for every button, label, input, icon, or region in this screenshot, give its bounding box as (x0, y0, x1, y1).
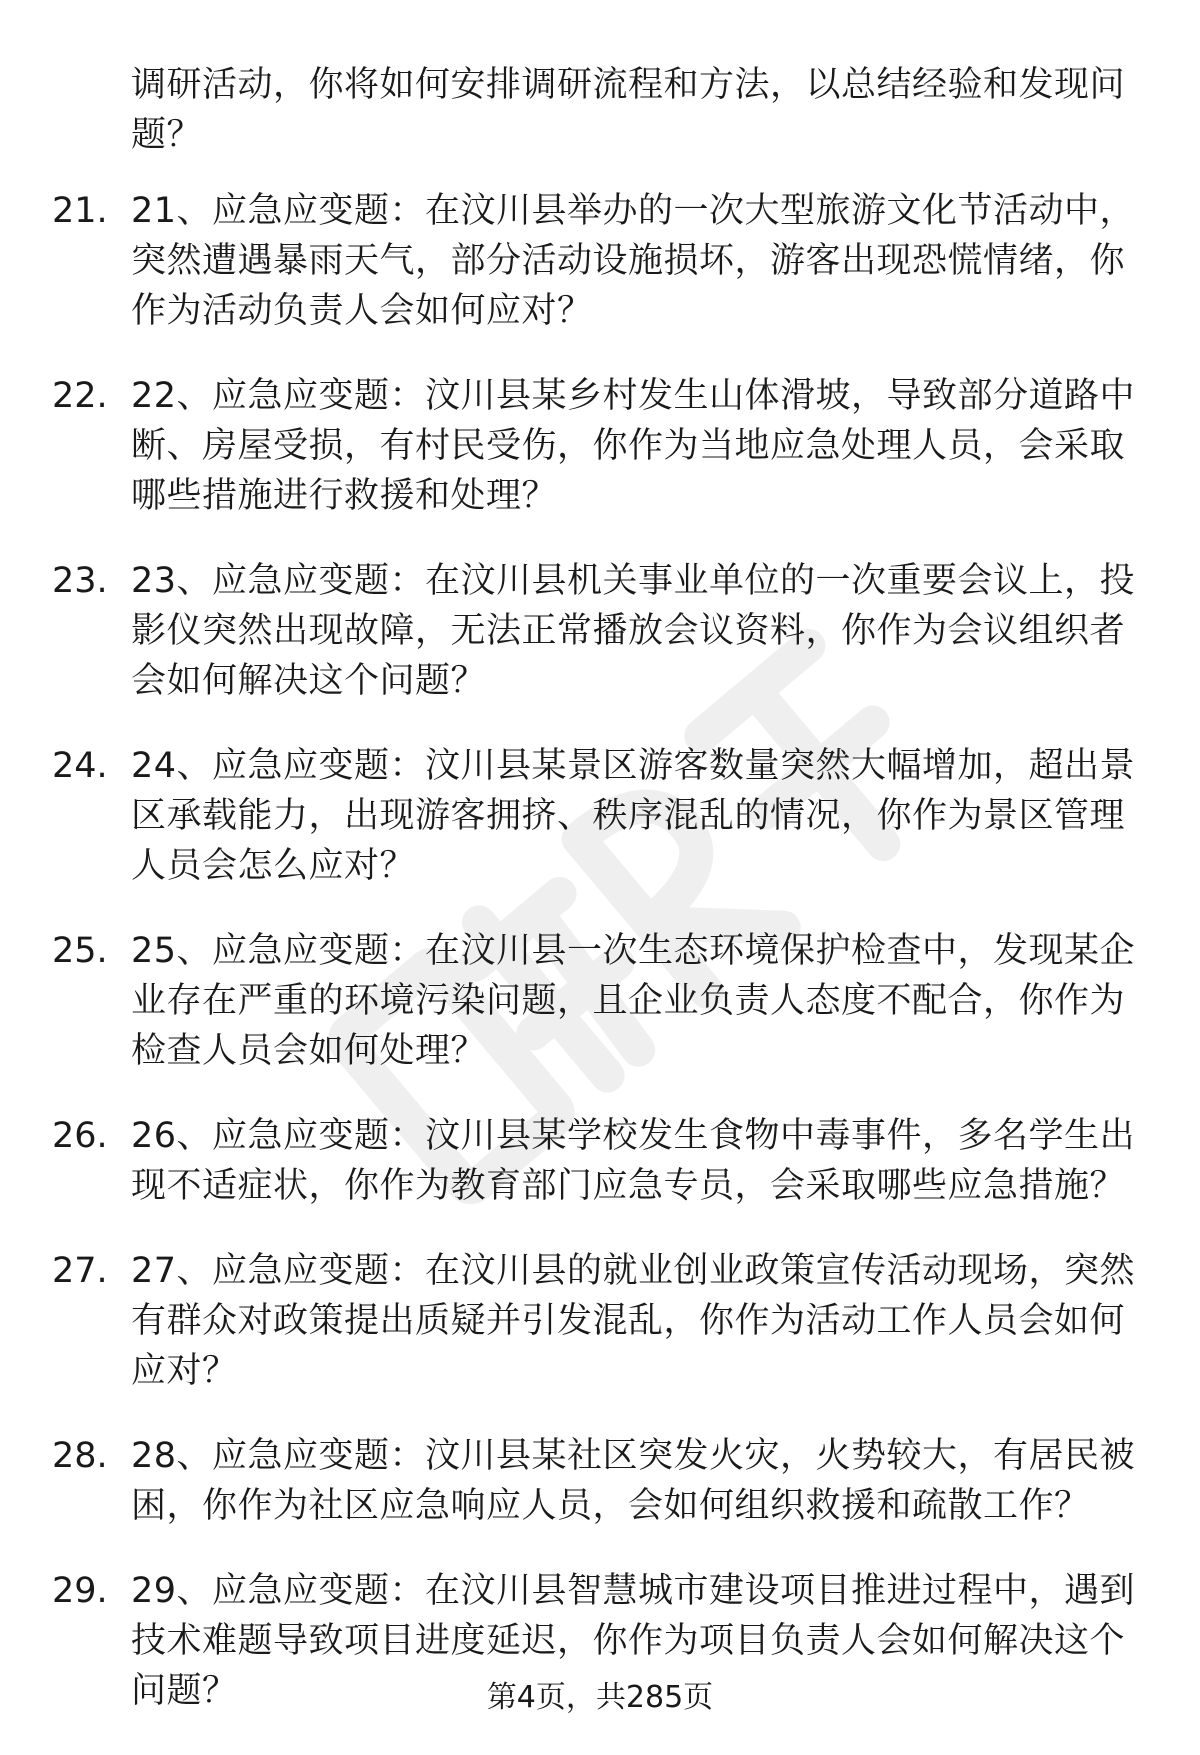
list-item (0, 1111, 1200, 1211)
question-text: 29、应急应变题：在汶川县智慧城市建设项目推进过程中，遇到技术难题导致项目进度延迟，你作为项目负责人会如何解决这个问题？ (131, 1571, 1136, 1711)
list-item (0, 186, 1200, 336)
list-item (0, 1246, 1200, 1396)
question-number: 26. (52, 1116, 108, 1156)
question-number: 28. (52, 1436, 108, 1476)
question-text: 23、应急应变题：在汶川县机关事业单位的一次重要会议上，投影仪突然出现故障，无法正常播放会议资料，你作为会议组织者会如何解决这个问题？ (131, 561, 1136, 701)
question-text: 27、应急应变题：在汶川县的就业创业政策宣传活动现场，突然有群众对政策提出质疑并引发混乱，你作为活动工作人员会如何应对？ (131, 1251, 1136, 1391)
continuation-paragraph: 调研活动，你将如何安排调研流程和方法，以总结经验和发现问题？ (131, 65, 1126, 155)
question-number: 29. (52, 1571, 108, 1611)
question-text: 24、应急应变题：汶川县某景区游客数量突然大幅增加，超出景区承载能力，出现游客拥挤、秩序混乱的情况，你作为景区管理人员会怎么应对？ (131, 746, 1136, 886)
question-text: 25、应急应变题：在汶川县一次生态环境保护检查中，发现某企业存在严重的环境污染问题，且企业负责人态度不配合，你作为检查人员会如何处理？ (131, 931, 1136, 1071)
list-item (0, 926, 1200, 1076)
question-number: 22. (52, 376, 108, 416)
question-text: 26、应急应变题：汶川县某学校发生食物中毒事件，多名学生出现不适症状，你作为教育部门应急专员，会采取哪些应急措施？ (131, 1116, 1136, 1206)
list-item (0, 741, 1200, 891)
question-list (0, 186, 1200, 1751)
question-text: 22、应急应变题：汶川县某乡村发生山体滑坡，导致部分道路中断、房屋受损，有村民受伤，你作为当地应急处理人员，会采取哪些措施进行救援和处理？ (131, 376, 1136, 516)
question-number: 24. (52, 746, 108, 786)
question-number: 25. (52, 931, 108, 971)
list-item (0, 1431, 1200, 1531)
question-number: 21. (52, 191, 108, 231)
question-number: 27. (52, 1251, 108, 1291)
list-item (0, 371, 1200, 521)
question-text: 21、应急应变题：在汶川县举办的一次大型旅游文化节活动中，突然遭遇暴雨天气，部分活动设施损坏，游客出现恐慌情绪，你作为活动负责人会如何应对？ (131, 191, 1136, 331)
question-number: 23. (52, 561, 108, 601)
question-text: 28、应急应变题：汶川县某社区突发火灾，火势较大，有居民被困，你作为社区应急响应人员，会如何组织救援和疏散工作？ (131, 1436, 1136, 1526)
list-item (0, 556, 1200, 706)
page-footer: 第4页，共285页 (486, 1680, 714, 1715)
